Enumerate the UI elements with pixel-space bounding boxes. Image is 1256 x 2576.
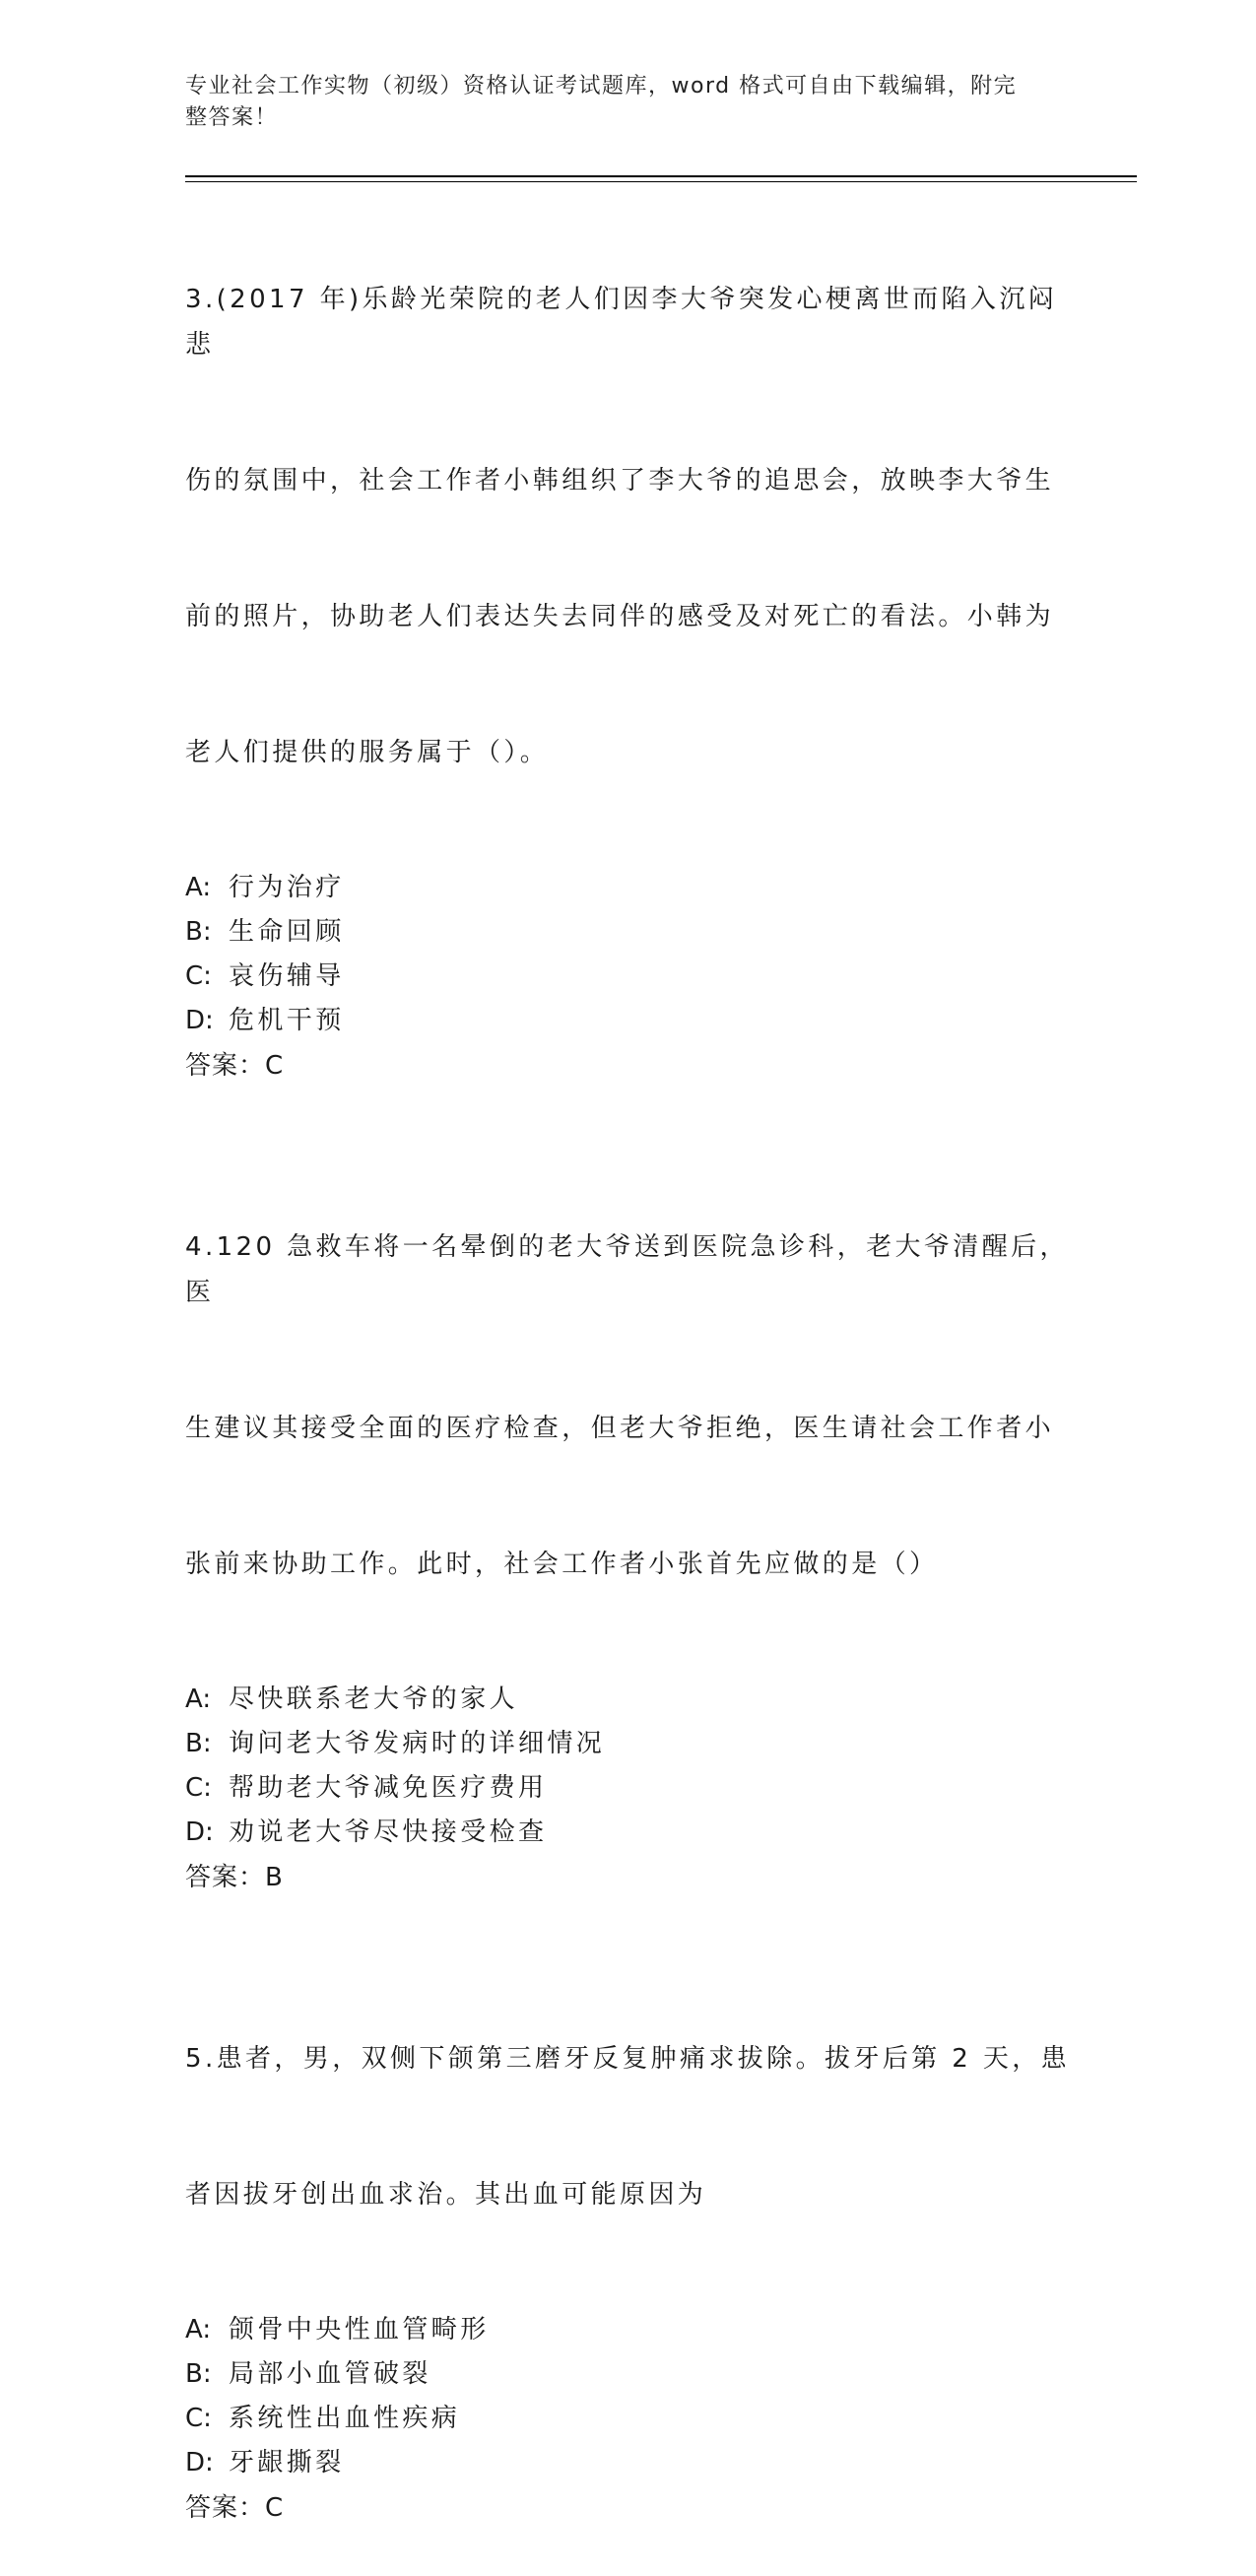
header-rule-thin: [185, 181, 1137, 182]
option-letter: A:: [185, 873, 212, 902]
option-letter: C:: [185, 961, 212, 991]
option-c: [185, 2397, 1072, 2441]
question-4: [185, 1134, 1072, 1900]
question-stem: [185, 1134, 1072, 1678]
question-5: [185, 1946, 1072, 2531]
question-stem: [185, 186, 1072, 866]
option-text: 尽快联系老大爷的家人: [229, 1684, 519, 1714]
option-letter: B:: [185, 1729, 212, 1758]
header-rule-thick: [185, 175, 1137, 177]
question-3: [185, 186, 1072, 1089]
answer-line: 答案：B: [185, 1863, 284, 1892]
option-letter: B:: [185, 2359, 212, 2389]
answer-line: 答案：C: [185, 2493, 285, 2523]
option-letter: D:: [185, 2448, 214, 2477]
option-c: [185, 955, 1072, 999]
option-letter: A:: [185, 2315, 212, 2345]
header-line-1: 专业社会工作实物（初级）资格认证考试题库，word 格式可自由下载编辑，附完: [185, 74, 1018, 99]
option-text: 局部小血管破裂: [229, 2359, 431, 2389]
option-letter: C:: [185, 1773, 212, 1803]
question-list: [185, 186, 1072, 2576]
option-text: 牙龈撕裂: [229, 2448, 345, 2477]
option-text: 颌骨中央性血管畸形: [229, 2315, 490, 2345]
option-b: [185, 2352, 1072, 2397]
option-letter: B:: [185, 917, 212, 947]
question-stem: [185, 1946, 1072, 2308]
option-c: [185, 1766, 1072, 1811]
option-letter: D:: [185, 1817, 214, 1847]
option-text: 行为治疗: [229, 873, 345, 902]
header-line-2: 整答案！: [185, 105, 279, 130]
option-letter: A:: [185, 1684, 212, 1714]
option-letter: D:: [185, 1006, 214, 1035]
option-a: [185, 1678, 1072, 1722]
option-letter: C:: [185, 2404, 212, 2433]
stem-line: 生建议其接受全面的医疗检查，但老大爷拒绝，医生请社会工作者小: [185, 1414, 1055, 1443]
option-text: 询问老大爷发病时的详细情况: [229, 1729, 606, 1758]
option-d: [185, 1811, 1072, 1855]
option-text: 危机干预: [229, 1006, 345, 1035]
option-text: 劝说老大爷尽快接受检查: [229, 1817, 548, 1847]
stem-line: 5.患者，男，双侧下颌第三磨牙反复肿痛求拔除。拔牙后第 2 天，患: [185, 2044, 1071, 2074]
document-header: [185, 71, 1052, 134]
stem-line: 4.120 急救车将一名晕倒的老大爷送到医院急诊科，老大爷清醒后，医: [185, 1232, 1069, 1307]
option-text: 帮助老大爷减免医疗费用: [229, 1773, 548, 1803]
stem-line: 3.(2017 年)乐龄光荣院的老人们因李大爷突发心梗离世而陷入沉闷悲: [185, 285, 1058, 360]
stem-line: 张前来协助工作。此时，社会工作者小张首先应做的是（）: [185, 1550, 939, 1579]
option-d: [185, 999, 1072, 1043]
option-a: [185, 866, 1072, 910]
option-b: [185, 1722, 1072, 1766]
option-a: [185, 2308, 1072, 2352]
option-b: [185, 910, 1072, 955]
option-d: [185, 2441, 1072, 2485]
option-text: 系统性出血性疾病: [229, 2404, 461, 2433]
option-text: 生命回顾: [229, 917, 345, 947]
stem-line: 老人们提供的服务属于（）。: [185, 738, 550, 767]
option-text: 哀伤辅导: [229, 961, 345, 991]
answer-line: 答案：C: [185, 1051, 285, 1081]
stem-line: 者因拔牙创出血求治。其出血可能原因为: [185, 2180, 707, 2210]
stem-line: 前的照片，协助老人们表达失去同伴的感受及对死亡的看法。小韩为: [185, 602, 1055, 631]
stem-line: 伤的氛围中，社会工作者小韩组织了李大爷的追思会，放映李大爷生: [185, 466, 1055, 495]
